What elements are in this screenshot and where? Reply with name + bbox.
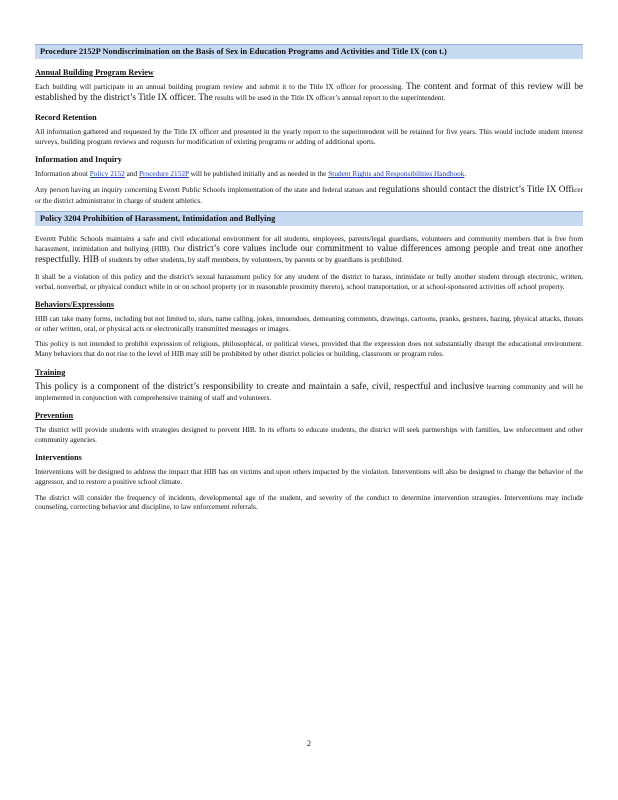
training-heading: Training <box>35 367 66 377</box>
info-text-and: and <box>126 169 138 179</box>
annual-review-heading: Annual Building Program Review <box>35 68 154 77</box>
policy-3204-para1 <box>35 234 583 266</box>
interventions-para1: Interventions will be designed to address the impact that HIB has on victims and upon others impacted by the violation. Interventions will also be designed to change the behavior of the aggressor, and to restore a positive school climate. <box>35 467 583 486</box>
record-retention-text: All information gathered and requested by the Title IX officer and presented in the yearly report to the superintendent will be retained for five years. This would include student interest surveys, building program reviews and requests for modification of existing programs or adding of additional sports. <box>35 127 583 146</box>
behaviors-heading: Behaviors/Expressions <box>35 300 115 310</box>
information-inquiry-heading: Information and Inquiry <box>35 155 122 165</box>
inquiry-contact-text <box>35 185 583 206</box>
policy-3204-header-bar: Policy 3204 Prohibition of Harassment, Intimidation and Bullying <box>35 211 583 226</box>
prevention-text: The district will provide students with strategies designed to prevent HIB. In its efforts to educate students, the district will seek partnerships with families, law enforcement and other community agencies. <box>35 425 583 444</box>
info-text-before: Information about <box>35 169 88 179</box>
policy-3204-para1-c: of students by other students, by staff members, by volunteers, by parents or by guardians is prohibited. <box>100 254 404 264</box>
training-text <box>35 382 583 403</box>
behaviors-para2: This policy is not intended to prohibit expression of religious, philosophical, or political views, provided that the expression does not substantially disrupt the educational environment. Many behaviors that do not rise to the level of HIB may still be prohibited by other district policies or building, classroom or program rules. <box>35 339 583 358</box>
policy-2152-link[interactable]: Policy 2152 <box>89 169 125 179</box>
student-rights-handbook-link[interactable]: Student Rights and Responsibilities Handbook <box>328 169 465 179</box>
inquiry-contact-a: Any person having an inquiry concerning Everett Public Schools implementation of the state and federal statues and <box>35 184 377 194</box>
inquiry-contact-b: regulations should contact the district’s Title IX Offi <box>378 184 575 195</box>
information-inquiry-text <box>35 169 583 179</box>
interventions-heading: Interventions <box>35 453 82 463</box>
info-text-end: . <box>464 169 467 179</box>
behaviors-para1: HIB can take many forms, including but not limited to, slurs, name calling, jokes, innuendoes, demeaning comments, drawings, cartoons, pranks, gestures, hazing, physical attacks, threats or other written, oral, or physical acts or electronically transmitted messages or images. <box>35 314 583 333</box>
procedure-header-bar: Procedure 2152P Nondiscrimination on the Basis of Sex in Education Programs and Activities and Title IX (con t.) <box>35 44 583 59</box>
policy-3204-para1-b: district’s core values include our commitment to value differences among people and treat one another respectfully. HIB <box>35 243 583 265</box>
annual-review-line3: results will be used in the Title IX officer’s annual report to the superintendent. <box>214 93 446 102</box>
training-line1: This policy is a component of the district’s responsibility to create and maintain a safe, civil, respectful and inclusive <box>35 381 484 392</box>
procedure-2152p-link[interactable]: Procedure 2152P <box>139 169 189 179</box>
policy-3204-para2: It shall be a violation of this policy and the district's sexual harassment policy for any student of the district to harass, intimidate or bully another student through electronic, written, verbal, nonverbal, or physical conduct while in or on school property (or in reasonable proximity thereto), school transportation, or at school-sponsored activities off school property. <box>35 271 583 291</box>
annual-review-text <box>35 82 583 104</box>
inquiry-contact-c: cer or the district administrator in charge of student athletics. <box>35 184 584 205</box>
policy-3204-para1-a: Everett Public Schools maintains a safe and civil educational environment for all students, employees, parents/legal guardians, volunteers and community members that is free from harassment, intimidation and bullying (HIB). Our <box>35 234 583 253</box>
interventions-para2: The district will consider the frequency of incidents, developmental age of the student, and severity of the conduct to determine intervention strategies. Interventions may include counseling, correcting behavior and discipline, to law enforcement referrals. <box>35 492 583 512</box>
page-number: 2 <box>307 739 311 748</box>
annual-review-line2: The content and format of this review will be established by the district’s Title IX officer. The <box>35 82 583 103</box>
annual-review-line1: Each building will participate in an annual building program review and submit it to the Title IX officer for processing. <box>35 82 404 91</box>
prevention-heading: Prevention <box>35 411 74 421</box>
info-text-middle: will be published initially and as needed in the <box>190 169 327 179</box>
training-line2: learning community and will be implemented in conjunction with comprehensive training of staff and volunteers. <box>35 381 583 402</box>
record-retention-heading: Record Retention <box>35 113 97 122</box>
document-body <box>35 44 583 518</box>
